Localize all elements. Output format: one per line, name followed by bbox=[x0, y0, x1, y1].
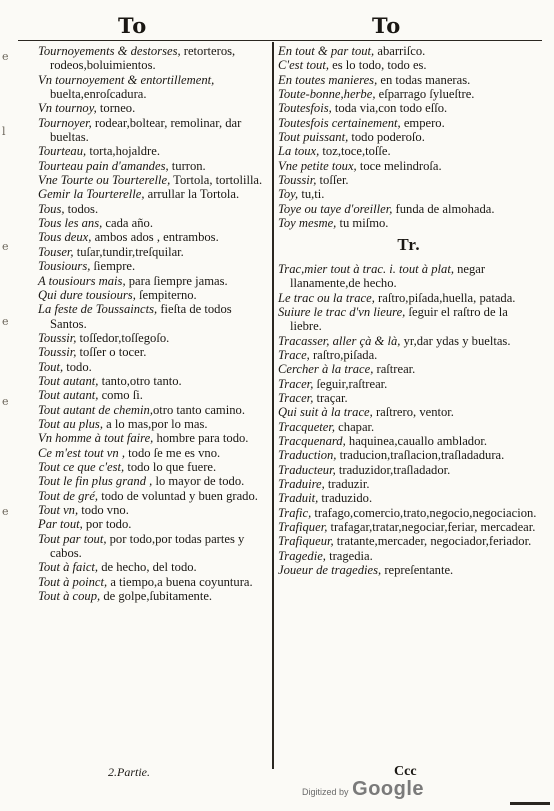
entry-translation: fieſta de todos Santos. bbox=[50, 302, 232, 331]
entry-translation: por todo. bbox=[82, 517, 132, 532]
dictionary-entry bbox=[38, 589, 270, 603]
entry-translation: traducion,traſlacion,traſladadura. bbox=[336, 448, 505, 463]
entry-headword: Tout à coup, bbox=[38, 589, 101, 604]
dictionary-entry bbox=[38, 230, 270, 244]
entry-translation: todo. bbox=[63, 359, 92, 374]
entry-translation: negar llanamente,de hecho. bbox=[290, 261, 486, 291]
entry-translation: funda de almohada. bbox=[392, 201, 495, 216]
entry-headword: Traduction, bbox=[278, 448, 337, 463]
entry-headword: Toussir, bbox=[38, 345, 77, 360]
margin-mark: e bbox=[2, 315, 9, 328]
dictionary-entry bbox=[278, 534, 540, 548]
dictionary-entry bbox=[278, 44, 540, 58]
entry-headword: Vne Tourte ou Tourterelle, bbox=[38, 173, 171, 188]
dictionary-entry bbox=[38, 517, 270, 531]
entry-headword: Trafic, bbox=[278, 505, 312, 520]
dictionary-entry bbox=[38, 446, 270, 460]
dictionary-entry bbox=[38, 288, 270, 302]
signature-mark: Ccc bbox=[394, 764, 417, 779]
entry-headword: Joueur de tragedies, bbox=[278, 563, 382, 578]
column-divider bbox=[272, 42, 274, 769]
dictionary-entry bbox=[38, 374, 270, 388]
entry-headword: Par tout, bbox=[38, 517, 83, 532]
entry-headword: Tout autant, bbox=[38, 388, 99, 403]
entry-headword: Vne petite toux, bbox=[278, 158, 357, 173]
digitized-by-text: Digitized by bbox=[302, 787, 349, 797]
entry-headword: Trafiqueur, bbox=[278, 534, 334, 549]
entry-translation: toſſer o tocer. bbox=[76, 345, 147, 360]
entry-headword: La toux, bbox=[278, 144, 320, 159]
entry-translation: es lo todo, todo es. bbox=[328, 58, 427, 73]
entry-translation: ſempiterno. bbox=[135, 287, 197, 302]
dictionary-entry bbox=[38, 116, 270, 145]
margin-mark: l bbox=[2, 125, 6, 138]
entry-headword: Tout puissant, bbox=[278, 130, 349, 145]
entry-translation: trafago,comercio,trato,negocio,negociacion. bbox=[311, 505, 537, 520]
entry-translation: tanto,otro tanto. bbox=[98, 373, 182, 388]
entry-translation: todo vno. bbox=[78, 503, 129, 517]
entry-translation: hombre para todo. bbox=[153, 431, 249, 446]
dictionary-entry bbox=[38, 331, 270, 345]
entry-translation: ambos ados , entrambos. bbox=[91, 230, 219, 245]
entry-headword: Ce m'est tout vn , bbox=[38, 445, 125, 460]
entry-translation: tu miſmo. bbox=[336, 216, 389, 231]
entry-translation: tu,ti. bbox=[298, 187, 325, 202]
entry-headword: Tout par tout, bbox=[38, 531, 107, 546]
entry-translation: traduzir. bbox=[324, 476, 370, 491]
dictionary-entry bbox=[38, 360, 270, 374]
dictionary-entry bbox=[278, 291, 540, 305]
entry-headword: Toye ou taye d'oreiller, bbox=[278, 201, 393, 216]
left-column bbox=[38, 44, 270, 603]
entry-headword: Tout au plus, bbox=[38, 416, 103, 431]
entry-translation: raſtro,piſada. bbox=[309, 347, 378, 362]
entry-translation: chapar. bbox=[335, 419, 375, 434]
entry-translation: empero. bbox=[400, 115, 445, 130]
dictionary-entry bbox=[278, 348, 540, 362]
entry-translation: toz,toce,toſſe. bbox=[319, 144, 391, 159]
entry-headword: Tracqueter, bbox=[278, 419, 336, 434]
entry-translation: arrullar la Tortola. bbox=[144, 187, 240, 202]
dictionary-entry bbox=[278, 101, 540, 115]
dictionary-entry bbox=[38, 245, 270, 259]
entry-headword: Toussir, bbox=[38, 330, 77, 345]
header-rule bbox=[18, 40, 542, 41]
entry-headword: Vn homme à tout faire, bbox=[38, 431, 154, 446]
dictionary-entry bbox=[278, 262, 540, 291]
entry-headword: Traduit, bbox=[278, 491, 319, 506]
entry-headword: La feste de Toussaincts, bbox=[38, 302, 158, 317]
entry-translation: toce melindroſa. bbox=[356, 158, 442, 173]
entry-translation: todo poderoſo. bbox=[348, 130, 425, 145]
entry-headword: Tout de gré, bbox=[38, 488, 99, 503]
margin-mark: e bbox=[2, 240, 9, 253]
entry-translation: eſparrago ſylueſtre. bbox=[375, 87, 475, 102]
dictionary-entry bbox=[38, 187, 270, 201]
dictionary-entry bbox=[38, 202, 270, 216]
entry-headword: Tousiours, bbox=[38, 259, 91, 274]
entry-translation: todo lo que fuere. bbox=[124, 459, 217, 474]
entry-headword: Vn tournoy, bbox=[38, 101, 97, 116]
entry-translation: bueltа,enroſcadura. bbox=[50, 87, 147, 102]
entry-translation: otro tanto camino. bbox=[152, 402, 245, 417]
entry-headword: En tout & par tout, bbox=[278, 44, 375, 58]
entry-headword: Tourteau, bbox=[38, 144, 87, 159]
entry-headword: Toutesfois certainement, bbox=[278, 115, 401, 130]
entry-translation: repreſentante. bbox=[381, 563, 454, 578]
entry-headword: Tout le fin plus grand , bbox=[38, 474, 153, 489]
dictionary-entry bbox=[38, 388, 270, 402]
entry-headword: Tournoyements & destorses, bbox=[38, 44, 181, 58]
entry-translation: toſſer. bbox=[316, 173, 349, 188]
entry-headword: Qui suit à la trace, bbox=[278, 405, 373, 420]
entry-headword: Cercher à la trace, bbox=[278, 362, 374, 377]
dictionary-entry bbox=[278, 491, 540, 505]
entry-translation: rodear,bolteаr, remolinar, dar bueltas. bbox=[50, 115, 242, 145]
dictionary-entry bbox=[278, 159, 540, 173]
digitized-watermark bbox=[302, 778, 424, 801]
entry-headword: Touser, bbox=[38, 244, 74, 259]
entry-headword: Tragedie, bbox=[278, 548, 326, 563]
margin-mark: e bbox=[2, 395, 9, 408]
dictionary-entry bbox=[278, 477, 540, 491]
dictionary-entry bbox=[38, 532, 270, 561]
entry-headword: Tracquenard, bbox=[278, 433, 346, 448]
dictionary-entry bbox=[278, 87, 540, 101]
entry-translation: torneo. bbox=[96, 101, 136, 116]
entry-translation: ſiempre. bbox=[90, 259, 136, 274]
entry-headword: Trace, bbox=[278, 347, 310, 362]
entry-headword: Tout ce que c'est, bbox=[38, 459, 125, 474]
entry-headword: Vn tournoyement & entortillement, bbox=[38, 72, 215, 87]
entry-headword: C'est tout, bbox=[278, 58, 329, 73]
entry-translation: ſeguir el raſtro de la liebre. bbox=[290, 304, 508, 334]
dictionary-entry bbox=[278, 58, 540, 72]
right-running-head: To bbox=[372, 13, 402, 38]
dictionary-entry bbox=[278, 187, 540, 201]
dictionary-entry bbox=[278, 506, 540, 520]
entry-headword: A tousiours mais, bbox=[38, 273, 126, 288]
entry-translation: Tortola, tortolilla. bbox=[170, 173, 263, 188]
entry-headword: Tous deux, bbox=[38, 230, 92, 245]
entry-headword: Toutesfois, bbox=[278, 101, 332, 116]
dictionary-entry bbox=[38, 259, 270, 273]
entry-translation: todo de voluntad y buen grado. bbox=[98, 488, 258, 503]
entry-headword: Tracasser, aller çà & là, bbox=[278, 333, 401, 348]
dictionary-entry bbox=[278, 520, 540, 534]
entry-translation: por todo,por todas partes y cabos. bbox=[50, 531, 245, 561]
entry-translation: traduzidor,traſladador. bbox=[335, 462, 451, 477]
dictionary-entry bbox=[38, 503, 270, 517]
entry-headword: Le trac ou la trace, bbox=[278, 290, 375, 305]
entry-translation: cada año. bbox=[102, 216, 153, 231]
entry-headword: Trafiquer, bbox=[278, 520, 328, 534]
entry-headword: Tout vn, bbox=[38, 503, 79, 517]
entry-translation: lo mayor de todo. bbox=[152, 474, 245, 489]
section-heading-tr: Tr. bbox=[397, 235, 421, 255]
entry-headword: Tout autant de chemin, bbox=[38, 402, 153, 417]
dictionary-entry bbox=[38, 216, 270, 230]
entry-headword: Traduire, bbox=[278, 476, 325, 491]
dictionary-entry bbox=[38, 302, 270, 331]
entry-translation: todo ſe me es vno. bbox=[125, 445, 221, 460]
entry-translation: de golpe,ſubitamente. bbox=[100, 589, 213, 604]
dictionary-entry bbox=[38, 144, 270, 158]
entry-translation: todos. bbox=[64, 201, 99, 216]
margin-mark: e bbox=[2, 50, 9, 63]
dictionary-entry bbox=[278, 448, 540, 462]
entry-headword: Tout, bbox=[38, 359, 64, 374]
dictionary-entry bbox=[38, 403, 270, 417]
entry-headword: Trac,mier tout à trac. i. tout à plat, bbox=[278, 261, 454, 276]
dictionary-entry bbox=[38, 44, 270, 73]
entry-translation: como ſi. bbox=[98, 388, 143, 403]
corner-rule bbox=[510, 802, 550, 805]
entry-translation: raſtrear. bbox=[373, 362, 416, 377]
entry-translation: abarriſco. bbox=[374, 44, 426, 58]
dictionary-entry bbox=[278, 202, 540, 216]
right-column-to-entries bbox=[278, 44, 540, 230]
entry-translation: traduzido. bbox=[318, 491, 373, 506]
entry-translation: traçar. bbox=[313, 390, 348, 405]
dictionary-entry bbox=[278, 377, 540, 391]
dictionary-entry bbox=[278, 362, 540, 376]
dictionary-entry bbox=[278, 405, 540, 419]
dictionary-entry bbox=[278, 116, 540, 130]
entry-translation: trafagar,tratar,negociar,feriar, mercadear. bbox=[327, 520, 536, 534]
entry-headword: Traducteur, bbox=[278, 462, 336, 477]
dictionary-entry bbox=[38, 560, 270, 574]
entry-translation: de hecho, del todo. bbox=[98, 560, 197, 575]
entry-headword: Tous, bbox=[38, 201, 65, 216]
entry-translation: tragedia. bbox=[325, 548, 373, 563]
entry-translation: en todas maneras. bbox=[377, 72, 471, 87]
right-column-tr-entries bbox=[278, 262, 540, 578]
dictionary-entry bbox=[38, 431, 270, 445]
entry-translation: turron. bbox=[168, 158, 206, 173]
dictionary-entry bbox=[38, 575, 270, 589]
entry-headword: Tout autant, bbox=[38, 373, 99, 388]
dictionary-entry bbox=[278, 130, 540, 144]
dictionary-entry bbox=[38, 489, 270, 503]
entry-translation: retorteros, rodeos,boluimientos. bbox=[50, 44, 236, 73]
entry-headword: En toutes manieres, bbox=[278, 72, 378, 87]
entry-headword: Toussir, bbox=[278, 173, 317, 188]
entry-translation: toſſedor,toſſegoſo. bbox=[76, 330, 170, 345]
entry-headword: Tournoyer, bbox=[38, 115, 92, 130]
part-marker: 2.Partie. bbox=[108, 765, 150, 779]
entry-headword: Toy mesme, bbox=[278, 216, 337, 231]
dictionary-entry bbox=[278, 173, 540, 187]
dictionary-entry bbox=[38, 345, 270, 359]
entry-translation: yr,dar ydas y bueltas. bbox=[400, 333, 511, 348]
google-logo-text: Google bbox=[352, 778, 425, 800]
dictionary-entry bbox=[278, 216, 540, 230]
dictionary-entry bbox=[278, 463, 540, 477]
dictionary-entry bbox=[278, 391, 540, 405]
dictionary-entry bbox=[278, 144, 540, 158]
dictionary-entry bbox=[38, 101, 270, 115]
entry-translation: a tiempo,a buena coyuntura. bbox=[107, 574, 253, 589]
dictionary-entry bbox=[278, 420, 540, 434]
dictionary-entry bbox=[278, 305, 540, 334]
entry-translation: tuſar,tundir,treſquilar. bbox=[73, 244, 184, 259]
entry-headword: Toy, bbox=[278, 187, 299, 202]
entry-headword: Tracer, bbox=[278, 390, 314, 405]
dictionary-entry bbox=[38, 460, 270, 474]
entry-headword: Tracer, bbox=[278, 376, 314, 391]
entry-translation: ſeguir,raſtrear. bbox=[313, 376, 388, 391]
entry-headword: Tourteau pain d'amandes, bbox=[38, 158, 169, 173]
dictionary-entry bbox=[278, 73, 540, 87]
entry-translation: raſtrero, ventor. bbox=[372, 405, 454, 420]
dictionary-entry bbox=[38, 274, 270, 288]
entry-headword: Tout à faict, bbox=[38, 560, 99, 575]
left-running-head: To bbox=[118, 13, 148, 38]
dictionary-entry bbox=[38, 173, 270, 187]
entry-headword: Toute-bonne,herbe, bbox=[278, 87, 376, 102]
dictionary-entry bbox=[278, 434, 540, 448]
entry-translation: a lo mas,por lo mas. bbox=[102, 416, 208, 431]
entry-translation: toda via,con todo eſſo. bbox=[331, 101, 448, 116]
dictionary-entry bbox=[38, 73, 270, 102]
entry-translation: tratante,mercader, negociador,feriador. bbox=[333, 534, 532, 549]
entry-translation: raſtro,piſada,huella, patada. bbox=[374, 290, 516, 305]
dictionary-entry bbox=[38, 474, 270, 488]
dictionary-entry bbox=[278, 549, 540, 563]
entry-headword: Suiure le trac d'vn lieure, bbox=[278, 304, 406, 319]
entry-translation: torta,hojaldre. bbox=[86, 144, 160, 159]
entry-headword: Tout à poinct, bbox=[38, 574, 108, 589]
dictionary-entry bbox=[278, 563, 540, 577]
margin-mark: e bbox=[2, 505, 9, 518]
dictionary-entry bbox=[278, 334, 540, 348]
dictionary-entry bbox=[38, 417, 270, 431]
entry-headword: Gemir la Tourterelle, bbox=[38, 187, 145, 202]
right-column bbox=[278, 44, 540, 577]
entry-headword: Tous les ans, bbox=[38, 216, 103, 231]
entry-translation: haquinea,cauallo amblador. bbox=[345, 433, 488, 448]
dictionary-entry bbox=[38, 159, 270, 173]
entry-headword: Qui dure tousiours, bbox=[38, 287, 136, 302]
entry-translation: para ſiempre jamas. bbox=[125, 273, 228, 288]
